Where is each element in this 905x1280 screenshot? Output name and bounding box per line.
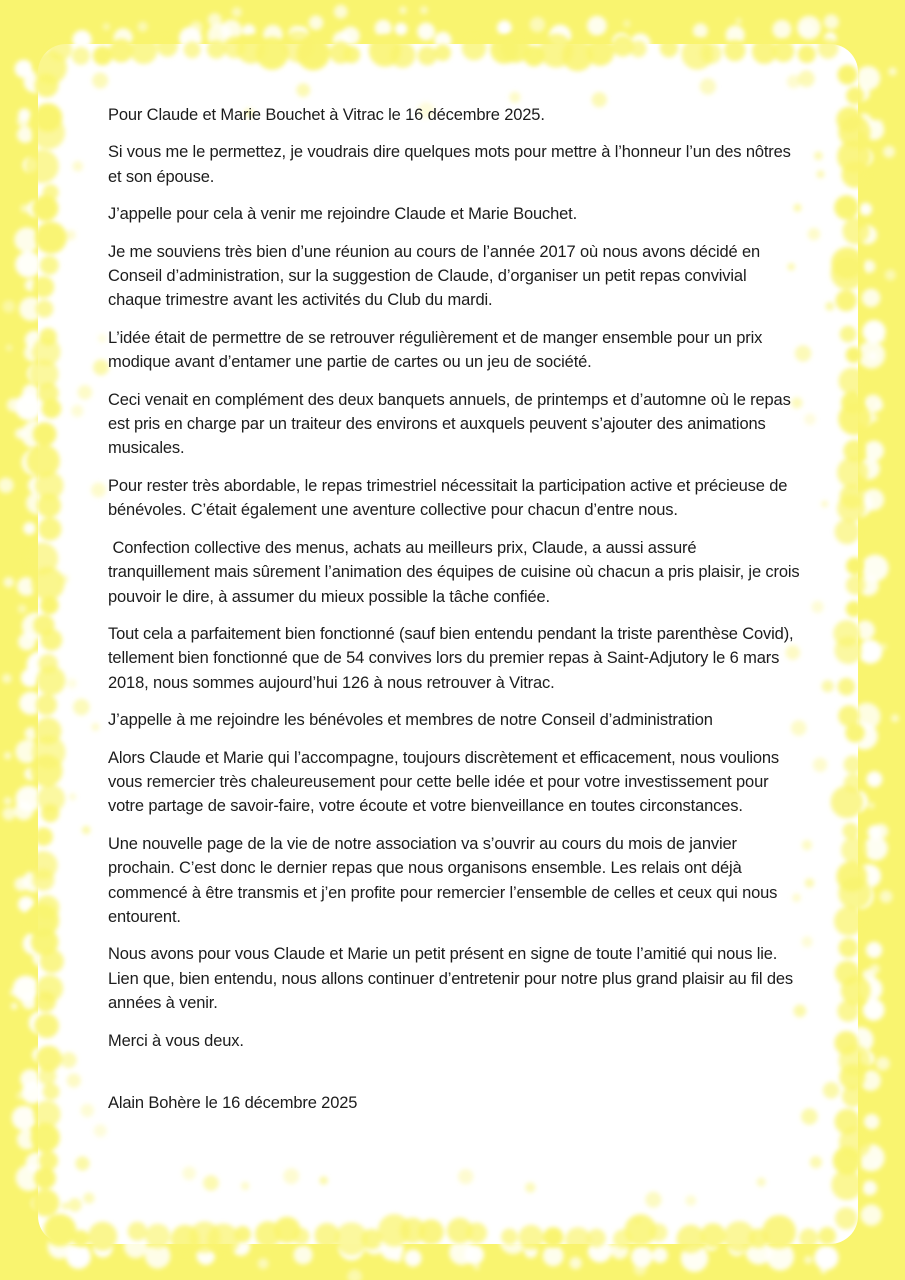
splatter-dot bbox=[42, 399, 62, 419]
splatter-dot bbox=[128, 1222, 147, 1241]
letter-paragraph: Tout cela a parfaitement bien fonctionné (sauf bien entendu pendant la triste parenthèse Covid), tellement bien fonctionné que de 54 convives lors du premier repas à Saint-Adjutory le 6 mars 2018, nous sommes aujourd’hui 126 à nous retrouver à Vitrac. bbox=[108, 624, 798, 692]
splatter-dot bbox=[772, 20, 791, 39]
splatter-dot bbox=[98, 334, 107, 343]
splatter-dot bbox=[22, 994, 37, 1009]
splatter-dot bbox=[862, 1181, 877, 1196]
splatter-dot bbox=[256, 37, 289, 70]
splatter-dot bbox=[182, 1167, 196, 1181]
splatter-dot bbox=[846, 575, 866, 595]
splatter-dot bbox=[33, 422, 57, 446]
splatter-dot bbox=[843, 218, 870, 245]
splatter-dot bbox=[873, 1161, 879, 1167]
splatter-dot bbox=[36, 666, 65, 695]
splatter-dot bbox=[823, 1082, 840, 1099]
splatter-dot bbox=[868, 352, 877, 361]
splatter-dot bbox=[10, 989, 17, 996]
splatter-dot bbox=[798, 70, 815, 87]
splatter-dot bbox=[831, 256, 864, 289]
splatter-dot bbox=[32, 116, 65, 149]
splatter-dot bbox=[831, 786, 864, 819]
splatter-dot bbox=[190, 21, 203, 34]
splatter-dot bbox=[773, 40, 795, 62]
splatter-dot bbox=[652, 1247, 668, 1263]
splatter-dot bbox=[71, 405, 83, 417]
letter-paragraph: Pour rester très abordable, le repas trimestriel nécessitait la participation active et précieuse de bénévoles. C’était également une aventure collective pour chacun d’entre nous. bbox=[108, 476, 792, 520]
splatter-dot bbox=[309, 15, 324, 30]
splatter-dot bbox=[66, 1244, 91, 1269]
splatter-dot bbox=[35, 222, 67, 254]
splatter-dot bbox=[875, 401, 884, 410]
splatter-dot bbox=[701, 43, 722, 64]
letter-paragraph: Confection collective des menus, achats au meilleurs prix, Claude, a aussi assuré tranquillement mais sûrement l’animation des équipes de cuisine où chacun a pris plaisir, je crois pouvoir le dire, à assumer du mieux possible la tâche confiée. bbox=[108, 538, 804, 606]
splatter-dot bbox=[888, 67, 897, 76]
splatter-dot bbox=[804, 1256, 812, 1264]
splatter-dot bbox=[879, 336, 885, 342]
splatter-dot bbox=[818, 1227, 836, 1245]
splatter-dot bbox=[530, 17, 545, 32]
splatter-dot bbox=[799, 22, 815, 38]
splatter-dot bbox=[40, 949, 64, 973]
splatter-dot bbox=[35, 991, 56, 1012]
splatter-dot bbox=[808, 228, 821, 241]
splatter-dot bbox=[4, 577, 15, 588]
splatter-dot bbox=[868, 802, 875, 809]
splatter-dot bbox=[40, 596, 58, 614]
splatter-dot bbox=[67, 1073, 81, 1087]
splatter-dot bbox=[41, 804, 59, 822]
splatter-dot bbox=[843, 823, 859, 839]
splatter-dot bbox=[693, 23, 708, 38]
splatter-dot bbox=[864, 1114, 880, 1130]
splatter-dot bbox=[44, 1214, 77, 1247]
splatter-dot bbox=[458, 1169, 473, 1184]
splatter-dot bbox=[814, 1246, 838, 1270]
splatter-dot bbox=[417, 23, 435, 41]
splatter-dot bbox=[846, 347, 862, 363]
splatter-dot bbox=[94, 1124, 107, 1137]
splatter-dot bbox=[34, 1014, 59, 1039]
splatter-dot bbox=[612, 35, 633, 56]
splatter-dot bbox=[825, 302, 834, 311]
splatter-dot bbox=[319, 1176, 328, 1185]
splatter-dot bbox=[870, 414, 878, 422]
splatter-dot bbox=[399, 6, 407, 14]
splatter-dot bbox=[700, 78, 716, 94]
splatter-dot bbox=[880, 643, 887, 650]
splatter-dot bbox=[130, 37, 157, 64]
splatter-dot bbox=[297, 37, 331, 71]
splatter-dot bbox=[2, 807, 15, 820]
splatter-dot bbox=[677, 1225, 705, 1253]
splatter-dot bbox=[4, 752, 12, 760]
splatter-dot bbox=[32, 1189, 59, 1216]
splatter-dot bbox=[840, 326, 857, 343]
splatter-dot bbox=[157, 36, 178, 57]
signature: Alain Bohère le 16 décembre 2025 bbox=[108, 1094, 358, 1112]
splatter-dot bbox=[17, 115, 29, 127]
splatter-dot bbox=[864, 836, 888, 860]
splatter-dot bbox=[812, 601, 824, 613]
splatter-dot bbox=[821, 500, 828, 507]
splatter-dot bbox=[14, 877, 28, 891]
splatter-dot bbox=[799, 1229, 818, 1248]
splatter-dot bbox=[393, 1254, 402, 1263]
splatter-dot bbox=[802, 936, 813, 947]
splatter-dot bbox=[69, 793, 76, 800]
splatter-dot bbox=[866, 942, 882, 958]
splatter-dot bbox=[474, 1264, 480, 1270]
splatter-dot bbox=[81, 1104, 94, 1117]
splatter-dot bbox=[835, 637, 863, 665]
letter-paragraph: J’appelle à me rejoindre les bénévoles et membres de notre Conseil d’administration bbox=[108, 711, 713, 730]
splatter-dot bbox=[418, 46, 437, 65]
splatter-dot bbox=[145, 1224, 170, 1249]
splatter-dot bbox=[103, 23, 110, 30]
letter-paragraph: Nous avons pour vous Claude et Marie un petit présent en signe de toute l’amitié qui nous lie. Lien que, bien entendu, nous allons continuer d’entretenir pour notre plus grand plaisir au fil des années à venir. bbox=[108, 945, 798, 1013]
splatter-dot bbox=[623, 20, 631, 28]
splatter-dot bbox=[880, 890, 893, 903]
splatter-dot bbox=[634, 1217, 641, 1224]
splatter-dot bbox=[14, 801, 33, 820]
splatter-dot bbox=[38, 517, 61, 540]
splatter-dot bbox=[839, 368, 866, 395]
splatter-dot bbox=[32, 195, 58, 221]
splatter-dot bbox=[464, 1245, 484, 1265]
splatter-dot bbox=[34, 827, 53, 846]
splatter-dot bbox=[862, 289, 881, 308]
splatter-dot bbox=[18, 633, 35, 650]
splatter-dot bbox=[258, 1258, 269, 1269]
splatter-dot bbox=[885, 270, 896, 281]
splatter-dot bbox=[36, 694, 57, 715]
splatter-dot bbox=[813, 758, 827, 772]
splatter-dot bbox=[20, 204, 29, 213]
splatter-dot bbox=[12, 1106, 37, 1131]
splatter-dot bbox=[207, 1224, 239, 1256]
splatter-dot bbox=[39, 1151, 58, 1170]
splatter-dot bbox=[334, 5, 348, 19]
splatter-dot bbox=[787, 75, 801, 89]
splatter-dot bbox=[859, 203, 872, 216]
splatter-dot bbox=[82, 826, 91, 835]
letter-paragraph: J’appelle pour cela à venir me rejoindre Claude et Marie Bouchet. bbox=[108, 205, 578, 224]
letter-paragraph: Pour Claude et Marie Bouchet à Vitrac le 16 décembre 2025. bbox=[108, 106, 545, 124]
letter-paragraph: Une nouvelle page de la vie de notre association va s’ouvrir au cours du mois de janvier prochain. C’est donc le dernier repas que nous organisons ensemble. Les relais ont déjà commencé à être transmis et j’en profite pour remercier l’ensemble de celles et ceux qui nous entourent. bbox=[108, 834, 782, 926]
splatter-dot bbox=[4, 797, 12, 805]
splatter-dot bbox=[38, 1067, 56, 1085]
splatter-dot bbox=[234, 1226, 251, 1243]
letter-paragraph: Alors Claude et Marie qui l’accompagne, toujours discrètement et efficacement, nous voulions vous remercier très chaleureusement pour cette belle idée et pour votre investissement pour votre partage de savoir-faire, votre écoute et votre bienveillance en toutes circonstances. bbox=[108, 748, 784, 816]
splatter-dot bbox=[7, 398, 21, 412]
splatter-dot bbox=[525, 1182, 535, 1192]
splatter-dot bbox=[565, 1227, 590, 1252]
splatter-dot bbox=[72, 1230, 89, 1247]
splatter-dot bbox=[40, 256, 59, 275]
splatter-dot bbox=[18, 604, 27, 613]
splatter-dot bbox=[75, 1156, 89, 1170]
splatter-dot bbox=[586, 38, 614, 66]
splatter-dot bbox=[891, 714, 899, 722]
splatter-dot bbox=[296, 83, 310, 97]
splatter-dot bbox=[804, 413, 816, 425]
splatter-dot bbox=[870, 964, 880, 974]
splatter-dot bbox=[68, 1198, 82, 1212]
splatter-dot bbox=[466, 1223, 487, 1244]
splatter-dot bbox=[91, 483, 106, 498]
splatter-dot bbox=[293, 1228, 310, 1245]
splatter-dot bbox=[801, 1108, 817, 1124]
splatter-dot bbox=[846, 87, 864, 105]
splatter-dot bbox=[846, 557, 864, 575]
splatter-dot bbox=[835, 519, 860, 544]
letter-paragraph: Je me souviens très bien d’une réunion au cours de l’année 2017 où nous avons décidé en Conseil d’administration, sur la suggestion de Claude, d’organiser un petit repas convivial chaque trimestre avant les activités du Club du mardi. bbox=[108, 242, 765, 310]
letter-paragraph: Merci à vous deux. bbox=[108, 1031, 244, 1050]
splatter-dot bbox=[83, 1193, 94, 1204]
splatter-dot bbox=[88, 1222, 117, 1251]
splatter-dot bbox=[73, 161, 84, 172]
splatter-dot bbox=[207, 40, 226, 59]
splatter-dot bbox=[838, 403, 871, 436]
splatter-dot bbox=[203, 1175, 219, 1191]
splatter-dot bbox=[701, 1223, 726, 1248]
splatter-dot bbox=[93, 46, 112, 65]
splatter-dot bbox=[497, 20, 512, 35]
splatter-dot bbox=[501, 1229, 518, 1246]
splatter-dot bbox=[37, 494, 61, 518]
splatter-dot bbox=[838, 678, 856, 696]
splatter-dot bbox=[805, 878, 815, 888]
splatter-dot bbox=[822, 680, 834, 692]
splatter-dot bbox=[462, 36, 487, 61]
splatter-dot bbox=[645, 1192, 661, 1208]
splatter-dot bbox=[23, 522, 36, 535]
splatter-dot bbox=[862, 260, 875, 273]
splatter-dot bbox=[841, 837, 867, 863]
splatter-dot bbox=[846, 601, 862, 617]
splatter-dot bbox=[109, 39, 133, 63]
splatter-dot bbox=[798, 45, 816, 63]
splatter-dot bbox=[32, 869, 54, 891]
splatter-dot bbox=[876, 1057, 890, 1071]
splatter-dot bbox=[294, 1245, 313, 1264]
letter-paragraph: Si vous me le permettez, je voudrais dire quelques mots pour mettre à l’honneur l’un des nôtres et son épouse. bbox=[108, 143, 796, 186]
splatter-dot bbox=[838, 65, 858, 85]
splatter-dot bbox=[569, 1257, 581, 1269]
splatter-dot bbox=[31, 1123, 60, 1152]
splatter-dot bbox=[845, 723, 864, 742]
letter-paragraph: L’idée était de permettre de se retrouver régulièrement et de manger ensemble pour un prix modique avant d’entamer une partie de cartes ou un jeu de société. bbox=[108, 328, 767, 372]
splatter-dot bbox=[208, 13, 222, 27]
splatter-dot bbox=[61, 1052, 77, 1068]
splatter-dot bbox=[649, 1224, 667, 1242]
splatter-dot bbox=[820, 1267, 827, 1274]
splatter-dot bbox=[863, 999, 885, 1021]
splatter-dot bbox=[434, 44, 451, 61]
splatter-dot bbox=[390, 42, 416, 68]
splatter-dot bbox=[138, 22, 148, 32]
splatter-dot bbox=[33, 276, 55, 298]
splatter-dot bbox=[343, 46, 360, 63]
splatter-dot bbox=[93, 360, 109, 376]
splatter-dot bbox=[835, 1207, 857, 1229]
splatter-dot bbox=[844, 756, 862, 774]
splatter-dot bbox=[824, 14, 839, 29]
splatter-dot bbox=[543, 1246, 564, 1267]
splatter-dot bbox=[587, 16, 607, 36]
splatter-dot bbox=[6, 345, 13, 352]
splatter-dot bbox=[762, 1215, 796, 1249]
splatter-dot bbox=[404, 1250, 421, 1267]
splatter-dot bbox=[418, 1219, 443, 1244]
splatter-dot bbox=[883, 146, 895, 158]
letter-paragraph: Ceci venait en complément des deux banquets annuels, de printemps et d’automne où le repas est pris en charge par un traiteur des environs et auxquels peuvent s’ajouter des animations musicales. bbox=[108, 390, 796, 458]
splatter-dot bbox=[232, 7, 242, 17]
splatter-dot bbox=[16, 1091, 25, 1100]
splatter-dot bbox=[842, 161, 869, 188]
splatter-dot bbox=[837, 494, 865, 522]
splatter-dot bbox=[35, 73, 59, 97]
splatter-dot bbox=[73, 699, 90, 716]
splatter-dot bbox=[837, 1000, 858, 1021]
splatter-dot bbox=[757, 1177, 766, 1186]
splatter-dot bbox=[686, 1195, 697, 1206]
splatter-dot bbox=[736, 18, 742, 24]
splatter-dot bbox=[836, 290, 857, 311]
splatter-dot bbox=[59, 574, 68, 583]
splatter-dot bbox=[724, 40, 746, 62]
splatter-dot bbox=[15, 428, 26, 439]
splatter-dot bbox=[25, 150, 59, 184]
splatter-dot bbox=[818, 38, 839, 59]
splatter-dot bbox=[375, 20, 392, 37]
splatter-dot bbox=[61, 1202, 69, 1210]
splatter-dot bbox=[660, 39, 679, 58]
splatter-dot bbox=[802, 840, 812, 850]
splatter-dot bbox=[283, 1168, 299, 1184]
splatter-dot bbox=[634, 1262, 647, 1275]
splatter-dot bbox=[34, 1167, 56, 1189]
splatter-dot bbox=[92, 723, 100, 731]
splatter-dot bbox=[543, 1227, 563, 1247]
splatter-dot bbox=[43, 1083, 60, 1100]
splatter-dot bbox=[31, 567, 64, 600]
splatter-dot bbox=[816, 170, 824, 178]
splatter-dot bbox=[630, 41, 647, 58]
splatter-dot bbox=[27, 444, 60, 477]
splatter-dot bbox=[78, 385, 93, 400]
splatter-dot bbox=[834, 195, 858, 219]
splatter-dot bbox=[65, 230, 75, 240]
splatter-dot bbox=[30, 755, 62, 787]
splatter-dot bbox=[587, 1229, 606, 1248]
splatter-dot bbox=[72, 47, 90, 65]
letter-body bbox=[108, 103, 802, 1115]
splatter-dot bbox=[41, 629, 63, 651]
splatter-dot bbox=[241, 1182, 249, 1190]
splatter-dot bbox=[11, 1003, 18, 1010]
splatter-dot bbox=[837, 457, 868, 488]
splatter-dot bbox=[67, 679, 77, 689]
splatter-dot bbox=[842, 1086, 864, 1108]
splatter-dot bbox=[15, 251, 41, 277]
splatter-dot bbox=[420, 6, 428, 14]
splatter-dot bbox=[856, 66, 880, 90]
splatter-dot bbox=[17, 126, 34, 143]
splatter-dot bbox=[866, 771, 882, 787]
splatter-dot bbox=[184, 41, 201, 58]
splatter-dot bbox=[834, 906, 863, 935]
splatter-dot bbox=[838, 877, 871, 910]
splatter-dot bbox=[861, 1204, 882, 1225]
splatter-dot bbox=[92, 73, 108, 89]
splatter-dot bbox=[814, 151, 823, 160]
splatter-dot bbox=[831, 1169, 862, 1200]
splatter-dot bbox=[864, 441, 884, 461]
splatter-dot bbox=[3, 300, 16, 313]
splatter-dot bbox=[36, 300, 54, 318]
splatter-dot bbox=[395, 23, 408, 36]
splatter-dot bbox=[509, 92, 520, 103]
splatter-dot bbox=[519, 1225, 544, 1250]
splatter-dot bbox=[839, 938, 859, 958]
splatter-dot bbox=[2, 674, 12, 684]
splatter-dot bbox=[810, 1156, 822, 1168]
